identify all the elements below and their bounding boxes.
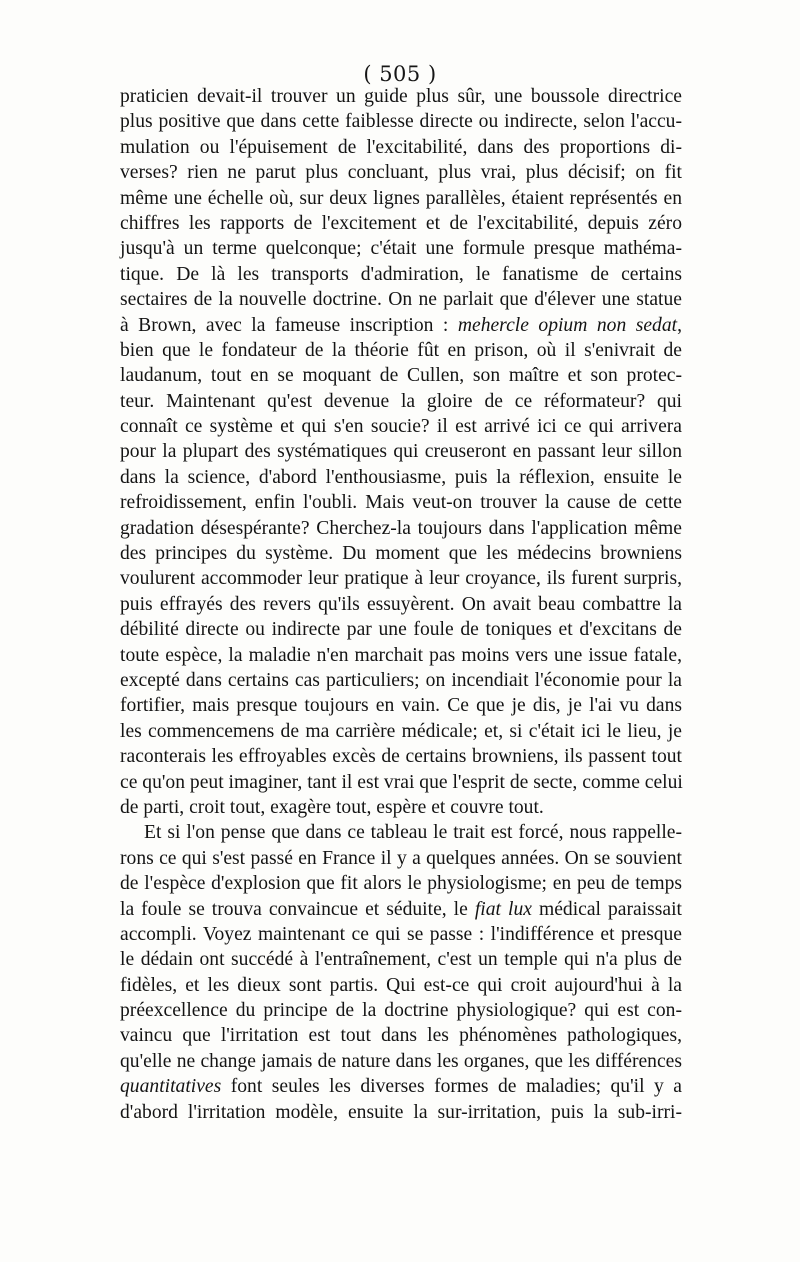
text-line: débilité directe ou indirecte par une foule de toniques et d'excitans de xyxy=(120,619,682,641)
text-line: excepté dans certains cas particuliers; on incendiait l'économie pour la xyxy=(120,669,682,691)
paragraph-2 xyxy=(120,820,682,1125)
text-line: le dédain ont succédé à l'entraînement, c'est un temple qui n'a plus de xyxy=(120,949,682,971)
text-line: fortifier, mais presque toujours en vain. Ce que je dis, je l'ai vu dans xyxy=(120,695,682,717)
paragraph-1 xyxy=(120,84,682,820)
text-line: à Brown, avec la fameuse inscription : mehercle opium non sedat, xyxy=(120,314,682,336)
text-line: d'abord l'irritation modèle, ensuite la sur-irritation, puis la sub-irri- xyxy=(120,1101,682,1123)
text-line: connaît ce système et qui s'en soucie? il est arrivé ici ce qui arrivera xyxy=(120,416,682,438)
text-line: toute espèce, la maladie n'en marchait pas moins vers une issue fatale, xyxy=(120,644,682,666)
text-line: voulurent accommoder leur pratique à leur croyance, ils furent surpris, xyxy=(120,568,682,590)
text-line: puis effrayés des revers qu'ils essuyèrent. On avait beau combattre la xyxy=(120,593,682,615)
text-line: accompli. Voyez maintenant ce qui se passe : l'indifférence et presque xyxy=(120,923,682,945)
italic-phrase: quantitatives xyxy=(120,1076,222,1098)
text-line: même une échelle où, sur deux lignes parallèles, étaient représentés en xyxy=(120,187,682,209)
text-line: gradation désespérante? Cherchez-la toujours dans l'application même xyxy=(120,517,682,539)
text-line: de l'espèce d'explosion que fit alors le physiologisme; en peu de temps xyxy=(120,873,682,895)
text-line: vaincu que l'irritation est tout dans les phénomènes pathologiques, xyxy=(120,1025,682,1047)
text-line: praticien devait-il trouver un guide plus sûr, une boussole directrice xyxy=(120,86,682,107)
text-line: verses? rien ne parut plus concluant, plus vrai, plus décisif; on fit xyxy=(120,162,682,184)
text-line: de parti, croit tout, exagère tout, espère et couvre tout. xyxy=(120,796,544,818)
text-line: dans la science, d'abord l'enthousiasme, puis la réflexion, ensuite le xyxy=(120,466,682,488)
text-line: teur. Maintenant qu'est devenue la gloire de ce réformateur? qui xyxy=(120,390,682,412)
text-line: préexcellence du principe de la doctrine physiologique? qui est con- xyxy=(120,1000,682,1022)
text-line: bien que le fondateur de la théorie fût en prison, où il s'enivrait de xyxy=(120,339,682,361)
text-line: pour la plupart des systématiques qui creuseront en passant leur sillon xyxy=(120,441,682,463)
body-text xyxy=(120,84,682,1125)
text-line: chiffres les rapports de l'excitement et de l'excitabilité, depuis zéro xyxy=(120,212,682,234)
italic-phrase: fiat lux xyxy=(474,898,532,920)
text-line: refroidissement, enfin l'oubli. Mais veut-on trouver la cause de cette xyxy=(120,492,682,514)
text-line: tique. De là les transports d'admiration, le fanatisme de certains xyxy=(120,263,682,285)
text-line: qu'elle ne change jamais de nature dans les organes, que les différences xyxy=(120,1050,682,1072)
text-line: fidèles, et les dieux sont partis. Qui est-ce qui croit aujourd'hui à la xyxy=(120,974,682,996)
text-line: sectaires de la nouvelle doctrine. On ne parlait que d'élever une statue xyxy=(120,289,682,311)
text-line: rons ce qui s'est passé en France il y a quelques années. On se souvient xyxy=(120,847,682,869)
text-line: quantitatives font seules les diverses formes de maladies; qu'il y a xyxy=(120,1076,682,1098)
text-line: Et si l'on pense que dans ce tableau le trait est forcé, nous rappelle- xyxy=(144,822,682,844)
text-line: plus positive que dans cette faiblesse directe ou indirecte, selon l'accu- xyxy=(120,111,682,133)
text-line: des principes du système. Du moment que les médecins browniens xyxy=(120,543,682,565)
text-line: ce qu'on peut imaginer, tant il est vrai que l'esprit de secte, comme celui xyxy=(120,771,683,793)
text-line: les commencemens de ma carrière médicale; et, si c'était ici le lieu, je xyxy=(120,720,682,742)
italic-phrase: mehercle opium non sedat xyxy=(457,314,678,336)
text-line: mulation ou l'épuisement de l'excitabilité, dans des proportions di- xyxy=(120,136,682,158)
text-line: jusqu'à un terme quelconque; c'était une formule presque mathéma- xyxy=(120,238,682,260)
page-number: ( 505 ) xyxy=(363,62,437,86)
text-line: laudanum, tout en se moquant de Cullen, son maître et son protec- xyxy=(120,365,682,387)
text-line: la foule se trouva convaincue et séduite, le fiat lux médical paraissait xyxy=(120,898,683,920)
text-line: raconterais les effroyables excès de certains browniens, ils passent tout xyxy=(120,746,682,768)
